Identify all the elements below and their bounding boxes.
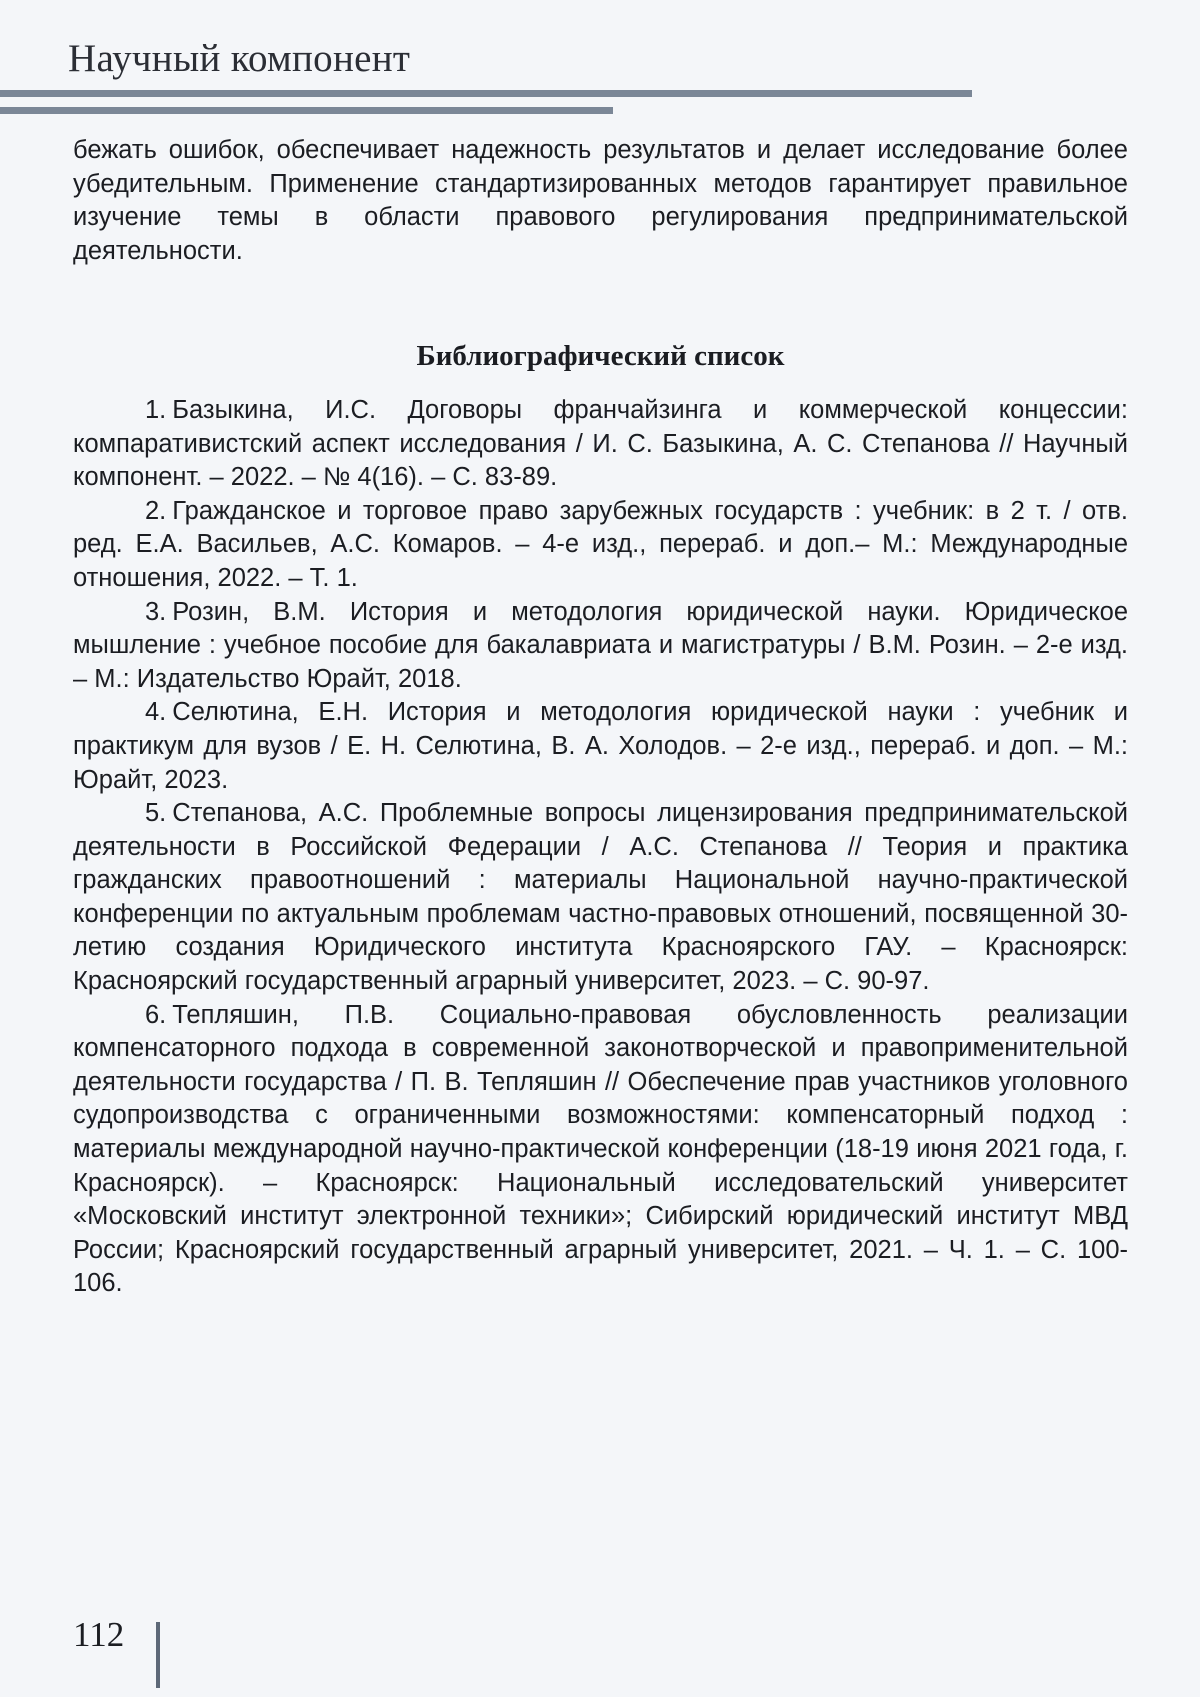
bibliography-item — [73, 999, 1128, 1301]
bibliography-item-number: 6. — [145, 1000, 167, 1029]
bibliography-item — [73, 394, 1128, 495]
bibliography-item-number: 2. — [145, 496, 167, 525]
header-rule-long — [0, 90, 972, 97]
bibliography-item-text: Степанова, А.С. Проблемные вопросы лицензирования предпринимательской деятельности в Российской Федерации / А.С. Степанова // Теория и практика гражданских правоотношений : материалы Национальной научно-практической конференции по актуальным проблемам частно-правовых отношений, посвященной 30-летию создания Юридического института Красноярского ГАУ. – Красноярск: Красноярский государственный аграрный университет, 2023. – С. 90-97. — [73, 799, 1128, 996]
page-content — [73, 134, 1128, 1301]
bibliography-item — [73, 797, 1128, 999]
page-number-bar — [156, 1622, 160, 1688]
bibliography-item-text: Селютина, Е.Н. История и методология юридической науки : учебник и практикум для вузов / Е. Н. Селютина, В. А. Холодов. – 2-е изд., перераб. и доп. – М.: Юрайт, 2023. — [73, 698, 1128, 794]
bibliography-item-text: Гражданское и торговое право зарубежных государств : учебник: в 2 т. / отв. ред. Е.А. Васильев, А.С. Комаров. – 4-е изд., перераб. и доп.– М.: Международные отношения, 2022. – Т. 1. — [73, 496, 1128, 592]
bibliography-item-number: 4. — [145, 698, 167, 727]
bibliography-item-number: 1. — [145, 395, 167, 424]
bibliography-item-number: 3. — [145, 597, 167, 626]
bibliography-item-number: 5. — [145, 799, 167, 828]
header-rule-short — [0, 107, 613, 114]
page-number: 112 — [73, 1615, 125, 1654]
bibliography-heading: Библиографический список — [416, 340, 785, 373]
bibliography-item — [73, 495, 1128, 596]
bibliography-item-text: Розин, В.М. История и методология юридической науки. Юридическое мышление : учебное пособие для бакалавриата и магистратуры / В.М. Розин. – 2-е изд. – М.: Издательство Юрайт, 2018. — [73, 597, 1128, 693]
bibliography-item-text: Базыкина, И.С. Договоры франчайзинга и коммерческой концессии: компаративистский аспект исследования / И. С. Базыкина, А. С. Степанова // Научный компонент. – 2022. – № 4(16). – С. 83-89. — [73, 395, 1128, 492]
bibliography-item-text: Тепляшин, П.В. Социально-правовая обусловленность реализации компенсаторного подхода в современной законотворческой и правоприменительной деятельности государства / П. В. Тепляшин // Обеспечение прав участников уголовного судопроизводства с ограниченными возможностями: компенсаторный подход : материалы международной научно-практической конференции (18-19 июня 2021 года, г. Красноярск). – Красноярск: Национальный исследовательский университет «Московский институт электронной техники»; Сибирский юридический институт МВД России; Красноярский государственный аграрный университет, 2021. – Ч. 1. – С. 100-106. — [73, 1000, 1128, 1298]
bibliography-list — [73, 394, 1128, 1301]
journal-title: Научный компонент — [68, 37, 411, 80]
bibliography-item — [73, 596, 1128, 697]
intro-paragraph: бежать ошибок, обеспечивает надежность результатов и делает исследование более убедительным. Применение стандартизированных методов гарантирует правильное изучение темы в области правового регулирования предпринимательской деятельности. — [73, 136, 1128, 265]
bibliography-item — [73, 696, 1128, 797]
